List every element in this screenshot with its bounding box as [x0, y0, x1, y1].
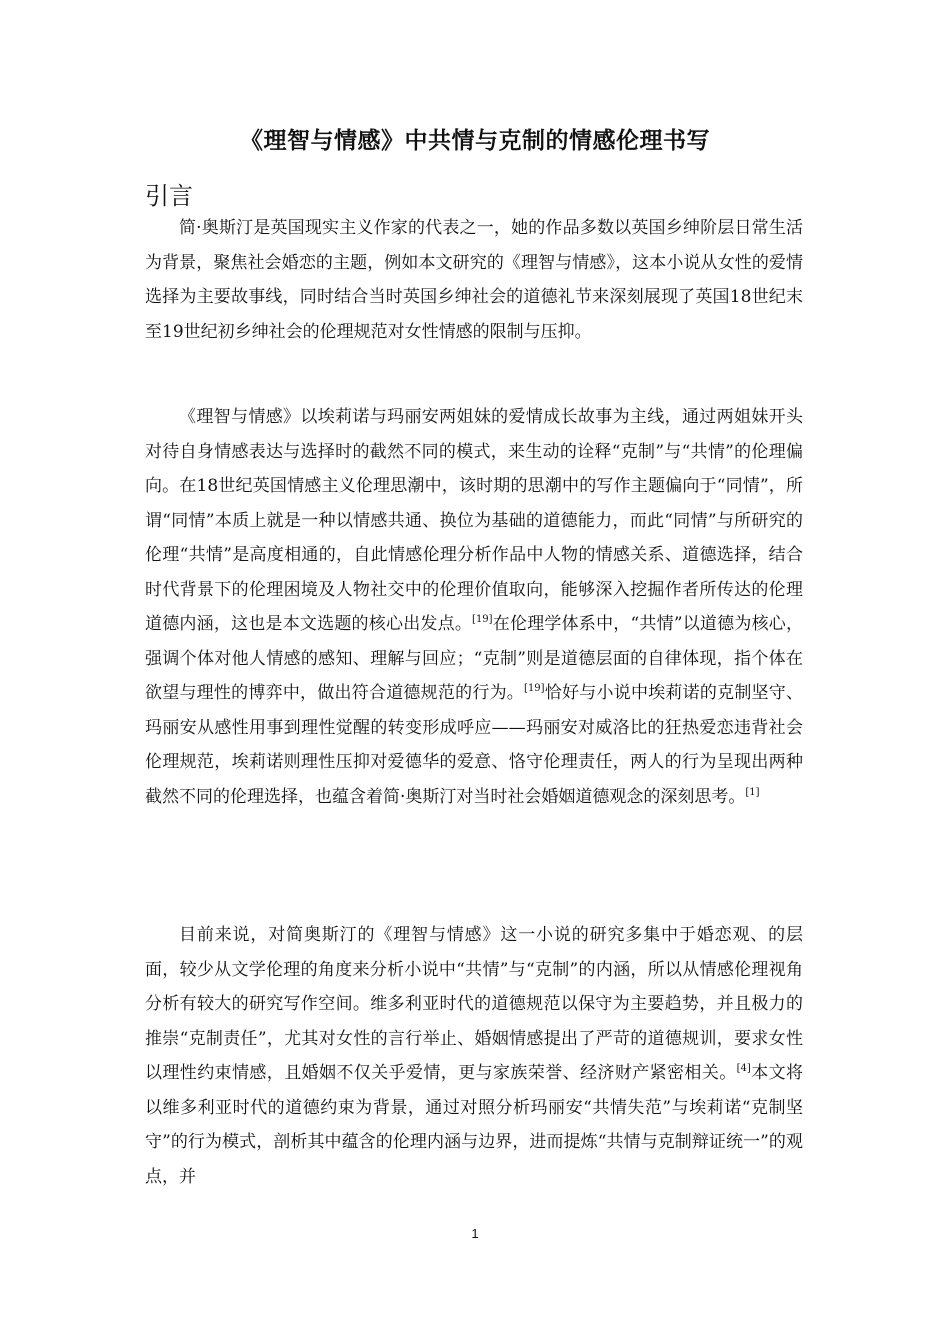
paragraph-text: 本文将以维多利亚时代的道德约束为背景，通过对照分析玛丽安“共情失范”与埃莉诺“克制坚守”的行为模式，剖析其中蕴含的伦理内涵与边界，进而提炼“共情与克制辩证统一”的观点，并	[145, 1063, 803, 1187]
paragraph-text: 目前来说，对简奥斯汀的《理智与情感》这一小说的研究多集中于婚恋观、的层面，较少从文学伦理的角度来分析小说中“共情”与“克制”的内涵，所以从情感伦理视角分析有较大的研究写作空间。维多利亚时代的道德规范以保守为主要趋势，并且极力的推崇“克制责任”，尤其对女性的言行举止、婚姻情感提出了严苛的道德规训，要求女性以理性约束情感，且婚姻不仅关乎爱情，更与家族荣誉、经济财产紧密相关。	[145, 925, 803, 1083]
paragraph-text: 简·奥斯汀是英国现实主义作家的代表之一，她的作品多数以英国乡绅阶层日常生活为背景，聚焦社会婚恋的主题，例如本文研究的《理智与情感》，这本小说从女性的爱情选择为主要故事线，同时结合当时英国乡绅社会的道德礼节来深刻展现了英国18世纪末至19世纪初乡绅社会的伦理规范对女性情感的限制与压抑。	[145, 218, 803, 342]
citation-marker: [19]	[472, 614, 493, 625]
paragraph-text: 在伦理学体系中，“共情”以道德为核心，强调个体对他人情感的感知、理解与回应；“克制”则是道德层面的自律体现，指个体在欲望与理性的博弈中，做出符合道德规范的行为。	[145, 614, 803, 703]
paragraph-3	[145, 918, 803, 1194]
section-heading: 引言	[145, 182, 193, 210]
document-title: 《理智与情感》中共情与克制的情感伦理书写	[240, 128, 710, 154]
paragraph-2	[145, 400, 803, 814]
page-number: 1	[471, 1226, 479, 1241]
citation-marker: [4]	[736, 1063, 751, 1074]
paragraph-text: 恰好与小说中埃莉诺的克制坚守、玛丽安从感性用事到理性觉醒的转变形成呼应——玛丽安对威洛比的狂热爱恋违背社会伦理规范，埃莉诺则理性压抑对爱德华的爱意、恪守伦理责任，两人的行为呈现出两种截然不同的伦理选择，也蕴含着简·奥斯汀对当时社会婚姻道德观念的深刻思考。	[145, 683, 804, 807]
paragraph-1	[145, 211, 803, 349]
paragraph-text: 《理智与情感》以埃莉诺与玛丽安两姐妹的爱情成长故事为主线，通过两姐妹开头对待自身情感表达与选择时的截然不同的模式，来生动的诠释“克制”与“共情”的伦理偏向。在18世纪英国情感主义伦理思潮中，该时期的思潮中的写作主题偏向于“同情”，所谓“同情”本质上就是一种以情感共通、换位为基础的道德能力，而此“同情”与所研究的伦理“共情”是高度相通的，自此情感伦理分析作品中人物的情感关系、道德选择，结合时代背景下的伦理困境及人物社交中的伦理价值取向，能够深入挖掘作者所传达的伦理道德内涵，这也是本文选题的核心出发点。	[145, 407, 803, 634]
citation-marker: [19]	[524, 683, 545, 694]
citation-marker: [1]	[745, 786, 760, 798]
